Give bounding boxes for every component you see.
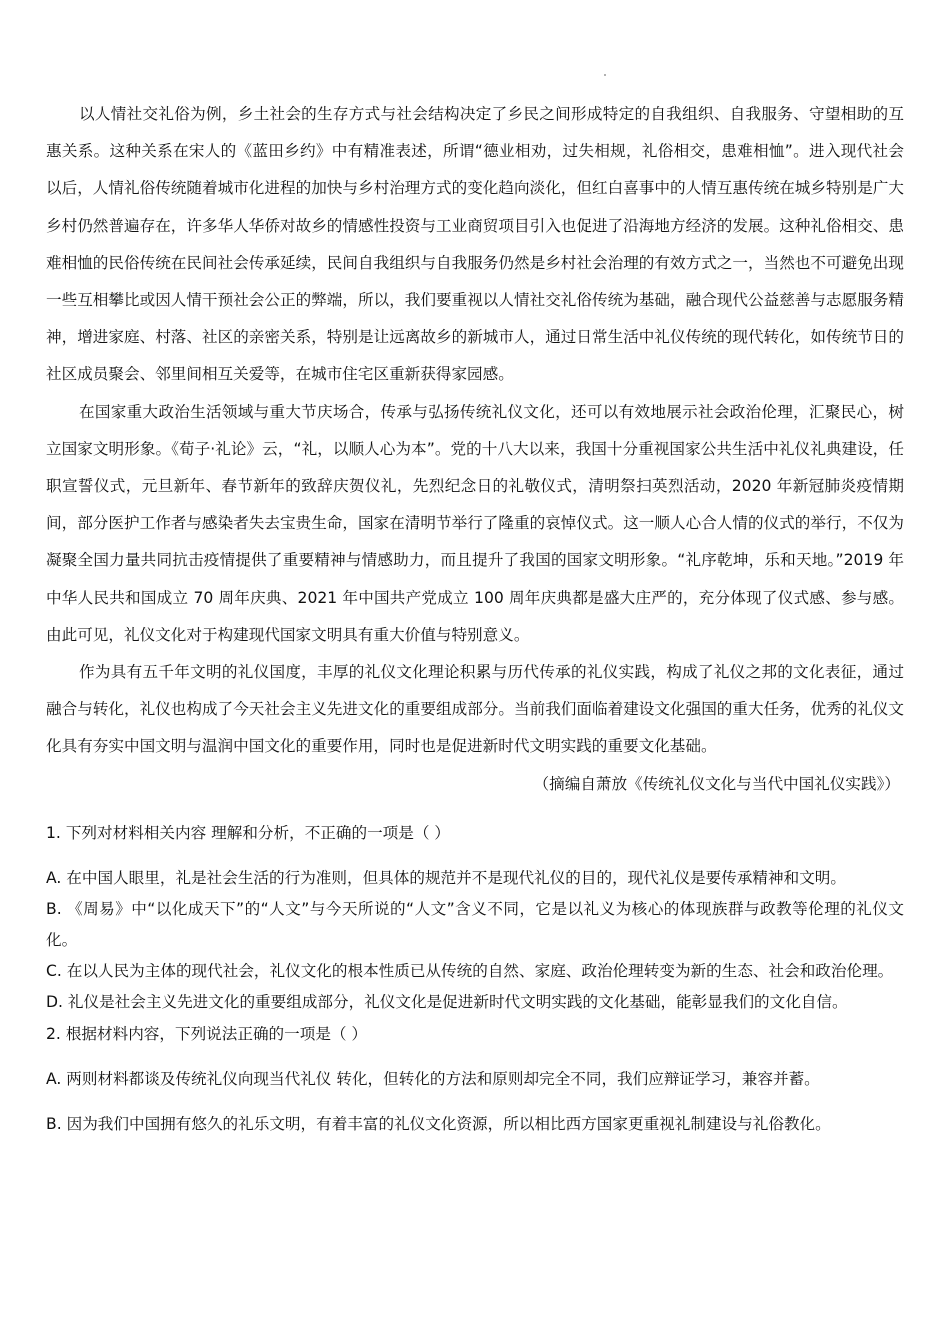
passage-source: （摘编自萧放《传统礼仪文化与当代中国礼仪实践》） xyxy=(533,774,900,793)
question-1 xyxy=(46,817,904,1018)
option-a: A. 在中国人眼里，礼是社会生活的行为准则，但具体的规范并不是现代礼仪的目的，现代礼仪是要传承精神和文明。 xyxy=(46,868,846,887)
question-stem: 2. 根据材料内容，下列说法正确的一项是（ ） xyxy=(46,1024,368,1043)
option-c: C. 在以人民为主体的现代社会，礼仪文化的根本性质已从传统的自然、家庭、政治伦理转变为新的生态、社会和政治伦理。 xyxy=(46,961,894,980)
passage-paragraph-3: 作为具有五千年文明的礼仪国度，丰厚的礼仪文化理论积累与历代传承的礼仪实践，构成了礼仪之邦的文化表征，通过融合与转化，礼仪也构成了今天社会主义先进文化的重要组成部分。当前我们面临着建设文化强国的重大任务，优秀的礼仪文化具有夯实中国文明与温润中国文化的重要作用，同时也是促进新时代文明实践的重要文化基础。 xyxy=(46,663,904,756)
question-2 xyxy=(46,1018,904,1140)
scan-dot xyxy=(604,74,606,76)
document-page xyxy=(46,96,904,1140)
option-b: B. 因为我们中国拥有悠久的礼乐文明，有着丰富的礼仪文化资源，所以相比西方国家更重视礼制建设与礼俗教化。 xyxy=(46,1114,831,1133)
question-stem: 1. 下列对材料相关内容 理解和分析，不正确的一项是（ ） xyxy=(46,823,450,842)
passage-paragraph-1: 以人情社交礼俗为例，乡土社会的生存方式与社会结构决定了乡民之间形成特定的自我组织、自我服务、守望相助的互惠关系。这种关系在宋人的《蓝田乡约》中有精准表述，所谓“德业相劝，过失相规，礼俗相交，患难相恤”。进入现代社会以后，人情礼俗传统随着城市化进程的加快与乡村治理方式的变化趋向淡化，但红白喜事中的人情互惠传统在城乡特别是广大乡村仍然普遍存在，许多华人华侨对故乡的情感性投资与工业商贸项目引入也促进了沿海地方经济的发展。这种礼俗相交、患难相恤的民俗传统在民间社会传承延续，民间自我组织与自我服务仍然是乡村社会治理的有效方式之一，当然也不可避免出现一些互相攀比或因人情干预社会公正的弊端，所以，我们要重视以人情社交礼俗传统为基础，融合现代公益慈善与志愿服务精神，增进家庭、村落、社区的亲密关系，特别是让远离故乡的新城市人，通过日常生活中礼仪传统的现代转化，如传统节日的社区成员聚会、邻里间相互关爱等，在城市住宅区重新获得家园感。 xyxy=(46,105,904,384)
option-b: B. 《周易》中“以化成天下”的“人文”与今天所说的“人文”含义不同，它是以礼义为核心的体现族群与政教等伦理的礼仪文化。 xyxy=(46,899,904,949)
passage-paragraph-2: 在国家重大政治生活领域与重大节庆场合，传承与弘扬传统礼仪文化，还可以有效地展示社会政治伦理，汇聚民心，树立国家文明形象。《荀子·礼论》云，“礼，以顺人心为本”。党的十八大以来，我国十分重视国家公共生活中礼仪礼典建设，任职宣誓仪式，元旦新年、春节新年的致辞庆贺仪礼，先烈纪念日的礼敬仪式，清明祭扫英烈活动，2020 年新冠肺炎疫情期间，部分医护工作者与感染者失去宝贵生命，国家在清明节举行了隆重的哀悼仪式。这一顺人心合人情的仪式的举行，不仅为凝聚全国力量共同抗击疫情提供了重要精神与情感助力，而且提升了我国的国家文明形象。“礼序乾坤，乐和天地。”2019 年中华人民共和国成立 70 周年庆典、2021 年中国共产党成立 100 周年庆典都是盛大庄严的，充分体现了仪式感、参与感。由此可见，礼仪文化对于构建现代国家文明具有重大价值与特别意义。 xyxy=(46,402,904,644)
option-d: D. 礼仪是社会主义先进文化的重要组成部分，礼仪文化是促进新时代文明实践的文化基础，能彰显我们的文化自信。 xyxy=(46,992,848,1011)
option-a: A. 两则材料都谈及传统礼仪向现当代礼仪 转化，但转化的方法和原则却完全不同，我们应辩证学习，兼容并蓄。 xyxy=(46,1069,820,1088)
